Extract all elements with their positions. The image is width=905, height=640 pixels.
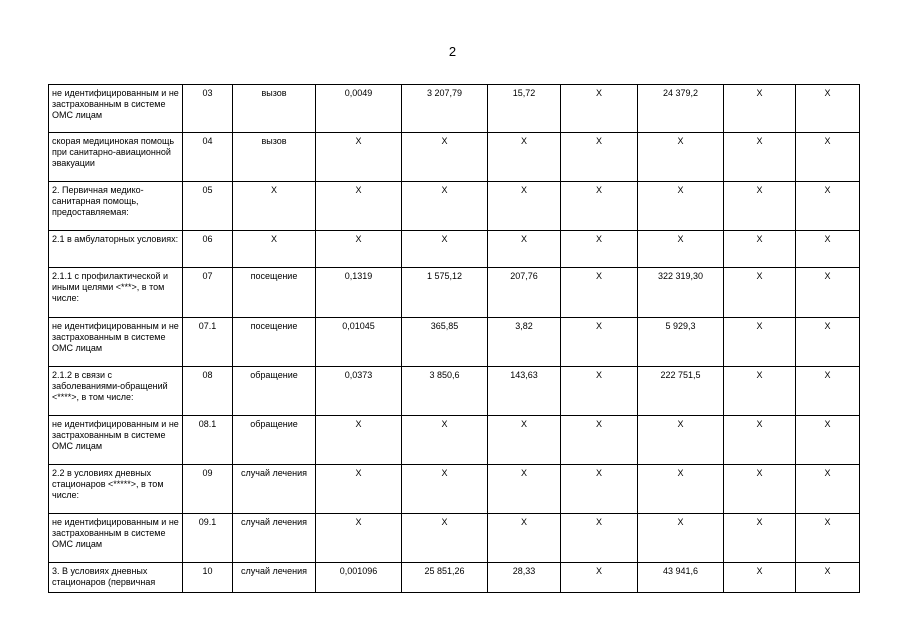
row-unit-cell: вызов [233,85,316,133]
value-cell: 0,0373 [316,367,402,416]
table-row [49,231,860,268]
value-cell: 24 379,2 [638,85,724,133]
row-unit-cell: обращение [233,416,316,465]
data-table [48,84,860,593]
value-cell: X [402,514,488,563]
row-unit-cell: посещение [233,318,316,367]
value-cell: X [316,133,402,182]
table-row [49,182,860,231]
value-cell: 0,1319 [316,268,402,318]
value-cell: X [724,465,796,514]
value-cell: X [561,563,638,593]
row-name-cell: 2. Первичная медико-санитарная помощь, предоставляемая: [49,182,183,231]
value-cell: X [561,85,638,133]
table-row [49,85,860,133]
value-cell: X [724,182,796,231]
value-cell: 143,63 [488,367,561,416]
table-row [49,268,860,318]
value-cell: X [561,367,638,416]
value-cell: X [402,231,488,268]
row-code-cell: 04 [183,133,233,182]
value-cell: X [561,133,638,182]
row-name-cell: 2.2 в условиях дневных стационаров <*****>, в том числе: [49,465,183,514]
value-cell: X [724,416,796,465]
row-name-cell: не идентифицированным и не застрахованным в системе ОМС лицам [49,318,183,367]
value-cell: X [316,465,402,514]
value-cell: X [638,133,724,182]
value-cell: X [561,416,638,465]
value-cell: X [488,514,561,563]
row-unit-cell: посещение [233,268,316,318]
value-cell: 1 575,12 [402,268,488,318]
value-cell: X [796,318,860,367]
table-row [49,514,860,563]
value-cell: 15,72 [488,85,561,133]
row-code-cell: 07 [183,268,233,318]
table-row [49,318,860,367]
row-name-cell: 2.1.1 с профилактической и иными целями <***>, в том числе: [49,268,183,318]
value-cell: X [316,231,402,268]
value-cell: X [488,416,561,465]
value-cell: 222 751,5 [638,367,724,416]
row-code-cell: 09.1 [183,514,233,563]
value-cell: 322 319,30 [638,268,724,318]
value-cell: X [561,231,638,268]
value-cell: 0,0049 [316,85,402,133]
value-cell: 0,001096 [316,563,402,593]
value-cell: X [724,231,796,268]
value-cell: X [796,416,860,465]
value-cell: X [638,416,724,465]
value-cell: X [796,268,860,318]
page-number: 2 [448,44,457,59]
value-cell: X [488,133,561,182]
value-cell: 25 851,26 [402,563,488,593]
value-cell: X [724,85,796,133]
value-cell: X [724,514,796,563]
value-cell: X [561,182,638,231]
row-code-cell: 07.1 [183,318,233,367]
value-cell: X [488,231,561,268]
row-unit-cell: случай лечения [233,465,316,514]
value-cell: X [638,514,724,563]
row-unit-cell: случай лечения [233,514,316,563]
row-code-cell: 08 [183,367,233,416]
row-name-cell: не идентифицированным и не застрахованным в системе ОМС лицам [49,514,183,563]
value-cell: X [724,268,796,318]
row-unit-cell: X [233,231,316,268]
value-cell: 5 929,3 [638,318,724,367]
table-row [49,367,860,416]
value-cell: X [638,465,724,514]
row-name-cell: 3. В условиях дневных стационаров (первичная [49,563,183,593]
value-cell: X [796,514,860,563]
value-cell: X [796,367,860,416]
row-unit-cell: X [233,182,316,231]
value-cell: 28,33 [488,563,561,593]
value-cell: 0,01045 [316,318,402,367]
value-cell: X [561,318,638,367]
value-cell: 207,76 [488,268,561,318]
value-cell: X [724,563,796,593]
value-cell: X [488,182,561,231]
table-row [49,416,860,465]
value-cell: X [488,465,561,514]
value-cell: X [796,85,860,133]
table-row [49,133,860,182]
row-code-cell: 03 [183,85,233,133]
value-cell: X [796,133,860,182]
row-name-cell: 2.1 в амбулаторных условиях: [49,231,183,268]
row-unit-cell: обращение [233,367,316,416]
value-cell: X [561,465,638,514]
value-cell: 3 207,79 [402,85,488,133]
table-row [49,563,860,593]
value-cell: 365,85 [402,318,488,367]
value-cell: X [724,133,796,182]
value-cell: X [402,416,488,465]
value-cell: 3 850,6 [402,367,488,416]
table-row [49,465,860,514]
row-unit-cell: случай лечения [233,563,316,593]
row-code-cell: 05 [183,182,233,231]
value-cell: X [402,133,488,182]
value-cell: X [638,182,724,231]
row-code-cell: 06 [183,231,233,268]
value-cell: X [724,367,796,416]
value-cell: X [638,231,724,268]
value-cell: X [316,514,402,563]
row-name-cell: не идентифицированным и не застрахованным в системе ОМС лицам [49,416,183,465]
row-code-cell: 09 [183,465,233,514]
row-name-cell: не идентифицированным и не застрахованным в системе ОМС лицам [49,85,183,133]
value-cell: X [796,182,860,231]
value-cell: 3,82 [488,318,561,367]
row-code-cell: 08.1 [183,416,233,465]
row-name-cell: 2.1.2 в связи с заболеваниями-обращений <****>, в том числе: [49,367,183,416]
value-cell: X [316,182,402,231]
value-cell: X [561,268,638,318]
value-cell: X [561,514,638,563]
row-code-cell: 10 [183,563,233,593]
value-cell: X [316,416,402,465]
value-cell: 43 941,6 [638,563,724,593]
row-name-cell: скорая медицинокая помощь при санитарно-авиационной эвакуации [49,133,183,182]
value-cell: X [402,182,488,231]
value-cell: X [796,563,860,593]
value-cell: X [796,465,860,514]
row-unit-cell: вызов [233,133,316,182]
value-cell: X [796,231,860,268]
value-cell: X [402,465,488,514]
value-cell: X [724,318,796,367]
